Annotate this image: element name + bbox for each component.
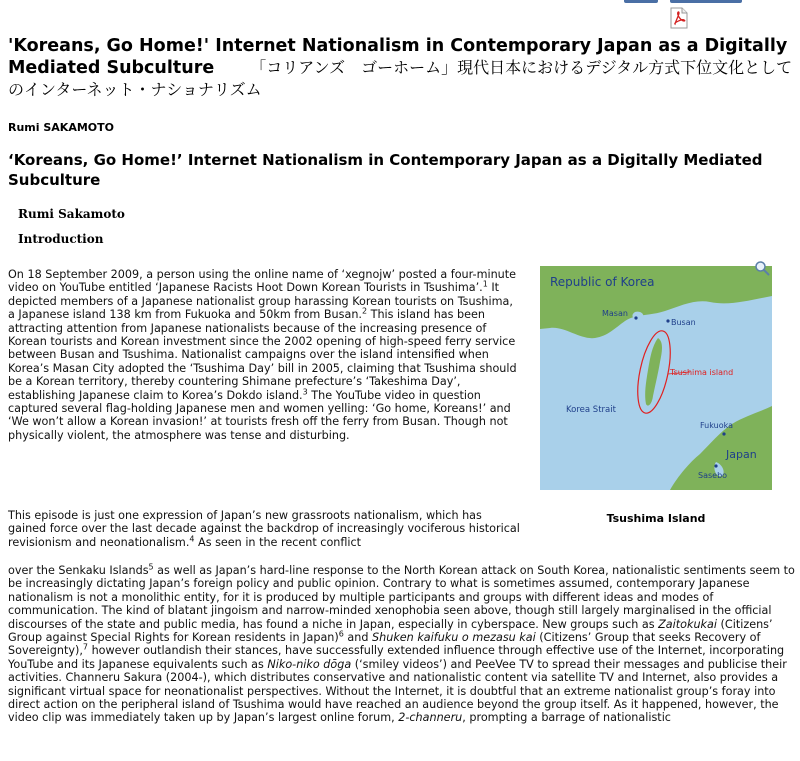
paragraph-2-continued: over the Senkaku Islands$^5$ as well as Japan’s hard-line response to the North Korean attack on South Korea, nationalistic sentiments seem to be increasingly dictating Japan’s foreign policy and public opinion. Contrary to what is sometimes assumed, contemporary Japanese nationalism is not a monolithic entity, for it is produced by multiple participants and groups with different ideas and modes of communication. The kind of blatant jingoism and narrow-minded xenophobia seen above, though still largely marginalised in the official discourses of the state and public media, has found a niche in Japan, especially in cyberspace. New groups such as Zaitokukai (Citizens’ Group against Special Rights for Korean residents in Japan)$^6$ and Shuken kaifuku o mezasu kai (Citizens’ Group that seeks Recovery of Sovereignty),$^7$ however outlandish their stances, have successfully extended influence through effective use of the Internet, incorporating YouTube and its Japanese equivalents such as Niko-niko dōga (‘smiley videos’) and PeeVee TV to spread their messages and publicise their activities. Channeru Sakura (2004-), which distributes conservative and nationalistic content via satellite TV and Internet, also provides a significant virtual space for neonationalist perspectives. Without the Internet, it is doubtful that an extreme nationalist group’s foray into direct action on the peripheral island of Tsushima would have reached an audience beyond the group itself. As it happened, however, the video clip was immediately taken up by Japan’s largest online forum, 2-channeru, prompting a barrage of nationalistic bbox=[8, 562, 795, 725]
sasebo-marker bbox=[714, 464, 717, 467]
footnote-ref-6[interactable]: 6 bbox=[338, 629, 344, 639]
masan-marker bbox=[634, 316, 637, 319]
busan-marker bbox=[666, 319, 669, 322]
map-label-masan: Masan bbox=[602, 309, 628, 318]
footnote-ref-1[interactable]: 1 bbox=[482, 279, 488, 289]
map-label-sasebo: Sasebo bbox=[698, 471, 728, 480]
map-label-fukuoka: Fukuoka bbox=[700, 421, 733, 430]
top-toolbar bbox=[0, 0, 800, 30]
footnote-ref-7[interactable]: 7 bbox=[82, 642, 89, 652]
footnote-ref-4[interactable]: 4 bbox=[189, 534, 195, 544]
page-title bbox=[8, 36, 798, 101]
paragraph-1: On 18 September 2009, a person using the online name of ‘xegnojw’ posted a four-minute video on YouTube entitled ‘Japanese Racists Hoot Down Korean Tourists in Tsushima’.$^1$ It depicted members of a Japanese nationalist group harassing Korean tourists on Tsushima, a Japanese island 138 km from Fukuoka and 50km from Busan.$^2$ This island has been attracting attention from Japanese nationalists because of the increasing presence of Korean tourists and Korean investment since the 2002 opening of high-speed ferry service between Busan and Tsushima. Nationalist campaigns over the island intensified when Korea’s Masan City adopted the ‘Tsushima Day’ bill in 2005, claiming that Tsushima should be a Korean territory, thereby countering Shimane prefecture’s ‘Takeshima Day’, establishing Japanese claim to Korea’s Dokdo island.$^3$ The YouTube video in question captured several flag-holding Japanese men and women yelling: ‘Go home, Koreans!’ and ‘We won’t allow a Korean invasion!’ at tourists fresh off the ferry from Busan. Though not physically violent, the atmosphere was tense and disturbing. bbox=[8, 268, 517, 442]
map-label-korea: Republic of Korea bbox=[550, 275, 655, 289]
map-label-tsushima: Tsushima island bbox=[670, 368, 734, 377]
section-heading: Introduction bbox=[18, 232, 104, 246]
toolbar-button-right[interactable] bbox=[670, 0, 742, 3]
toolbar-button-left[interactable] bbox=[624, 0, 658, 3]
article-title: ‘Koreans, Go Home!’ Internet Nationalism in Contemporary Japan as a Digitally Mediated Subculture bbox=[8, 151, 763, 189]
author-name-caps: Rumi SAKAMOTO bbox=[8, 121, 114, 134]
fukuoka-marker bbox=[722, 432, 725, 435]
figure-caption: Tsushima Island bbox=[606, 512, 706, 525]
article-author: Rumi Sakamoto bbox=[18, 207, 125, 221]
magnifier-icon[interactable] bbox=[754, 260, 770, 276]
title-english: 'Koreans, Go Home!' Internet Nationalism in Contemporary Japan as a Digitally Mediated Subculture bbox=[8, 36, 788, 78]
pdf-icon[interactable] bbox=[670, 7, 688, 29]
footnote-ref-5[interactable]: 5 bbox=[148, 562, 154, 572]
tsushima-map[interactable] bbox=[540, 266, 772, 490]
map-label-strait: Korea Strait bbox=[566, 405, 616, 415]
map-label-japan: Japan bbox=[726, 448, 757, 461]
footnote-ref-2[interactable]: 2 bbox=[361, 306, 368, 316]
title-japanese: 「コリアンズ ゴーホーム」現代日本におけるデジタル方式下位文化としてのインターネット・ナショナリズム bbox=[8, 58, 793, 99]
paragraph-2-start: This episode is just one expression of Japan’s new grassroots nationalism, which has gained force over the last decade against the backdrop of increasingly vociferous historical revisionism and neonationalism.$^4$ As seen in the recent conflict bbox=[8, 509, 520, 549]
footnote-ref-3[interactable]: 3 bbox=[302, 386, 308, 396]
map-label-busan: Busan bbox=[671, 318, 696, 327]
